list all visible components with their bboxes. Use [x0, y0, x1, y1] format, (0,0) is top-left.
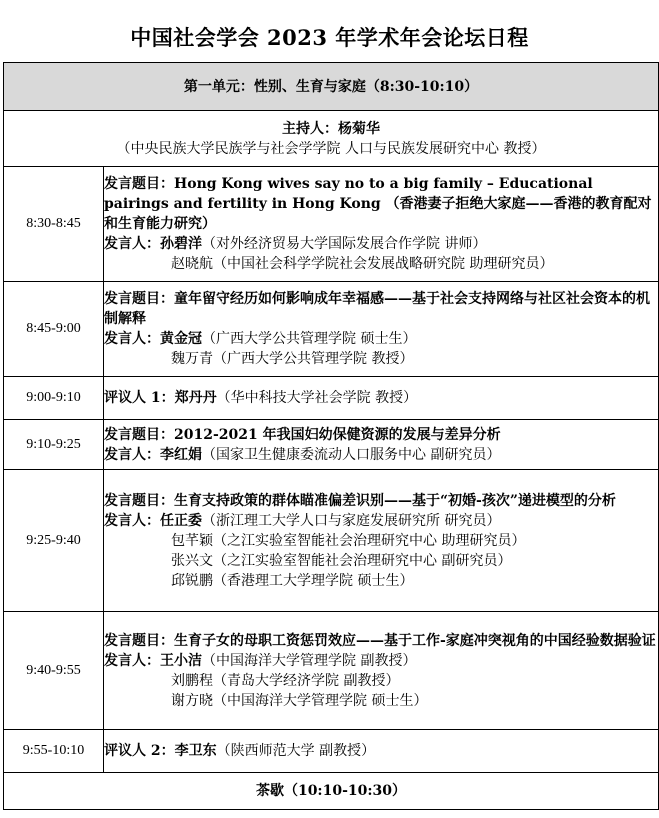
speaker-name: 赵晓航 [171, 256, 213, 272]
host-name: 主持人：杨菊华 [282, 120, 380, 137]
speaker-name: 邱锐鹏 [171, 572, 213, 589]
speaker-line [104, 511, 658, 531]
session-time: 9:40-9:55 [4, 612, 104, 730]
speaker-name: 张兴文 [171, 552, 213, 569]
speaker-line [104, 571, 658, 591]
reviewer-affiliation: （陕西师范大学 副教授） [216, 743, 376, 759]
topic-text: 生育子女的母职工资惩罚效应——基于工作-家庭冲突视角的中国经验数据验证 [174, 632, 656, 649]
speaker-affiliation: （广西大学公共管理学院 教授） [213, 351, 414, 367]
speaker-label: 发言人： [104, 512, 160, 529]
topic-label: 发言题目： [104, 632, 174, 649]
session-content [104, 282, 659, 377]
host-cell [4, 111, 659, 167]
topic-text: 童年留守经历如何影响成年幸福感——基于社会支持网络与社区社会资本的机制解释 [104, 291, 650, 327]
speaker-line [104, 329, 658, 349]
speaker-line [104, 651, 658, 671]
topic-label: 发言题目： [104, 426, 174, 443]
speaker-line [104, 551, 658, 571]
reviewer-name: 李卫东 [174, 743, 217, 759]
speaker-affiliation: （浙江理工大学人口与家庭发展研究所 研究员） [202, 512, 501, 529]
reviewer-label: 评议人 2： [104, 743, 175, 759]
session-time: 9:55-10:10 [4, 730, 104, 773]
session-topic [104, 631, 658, 651]
session-content [104, 420, 659, 470]
speaker-affiliation: （对外经济贸易大学国际发展合作学院 讲师） [202, 236, 487, 252]
speaker-name: 黄金冠 [160, 331, 202, 347]
speaker-affiliation: （青岛大学经济学院 副教授） [213, 672, 400, 689]
speaker-label: 发言人： [104, 331, 160, 347]
session-content [104, 470, 659, 612]
speaker-name: 孙碧洋 [160, 236, 202, 252]
host-affiliation: （中央民族大学民族学与社会学学院 人口与民族发展研究中心 教授） [116, 140, 546, 157]
topic-text: 生育支持政策的群体瞄准偏差识别——基于“初婚-孩次”递进模型的分析 [174, 492, 616, 509]
speaker-name: 刘鹏程 [171, 672, 213, 689]
reviewer-label: 评议人 1： [104, 390, 175, 406]
speaker-name: 王小洁 [160, 652, 202, 669]
session-time: 9:25-9:40 [4, 470, 104, 612]
schedule-table [3, 62, 659, 810]
session-time: 9:00-9:10 [4, 377, 104, 420]
session-topic [104, 425, 658, 445]
session-content [104, 167, 659, 282]
speaker-line [104, 254, 658, 274]
speaker-affiliation: （国家卫生健康委流动人口服务中心 副研究员） [202, 446, 501, 463]
tea-break: 茶歇（10:10-10:30） [4, 773, 659, 810]
speaker-affiliation: （之江实验室智能社会治理研究中心 副研究员） [213, 552, 512, 569]
reviewer-content [104, 377, 659, 420]
host-row [4, 111, 659, 167]
speaker-name: 包芊颖 [171, 532, 213, 549]
session-topic [104, 491, 658, 511]
speaker-name: 魏万青 [171, 351, 213, 367]
speaker-name: 任正委 [160, 512, 202, 529]
speaker-affiliation: （中国社会科学学院社会发展战略研究院 助理研究员） [213, 256, 554, 272]
session-content [104, 612, 659, 730]
speaker-line [104, 671, 658, 691]
topic-label: 发言题目： [104, 492, 174, 509]
session-topic [104, 289, 658, 329]
speaker-affiliation: （中国海洋大学管理学院 硕士生） [213, 692, 428, 709]
speaker-line [104, 531, 658, 551]
reviewer-content [104, 730, 659, 773]
reviewer-row [4, 377, 659, 420]
session-time: 8:45-9:00 [4, 282, 104, 377]
reviewer-affiliation: （华中科技大学社会学院 教授） [216, 390, 418, 406]
speaker-line [104, 691, 658, 711]
speaker-affiliation: （中国海洋大学管理学院 副教授） [202, 652, 417, 669]
topic-label: 发言题目： [104, 291, 174, 307]
topic-label: 发言题目： [104, 176, 174, 192]
speaker-label: 发言人： [104, 236, 160, 252]
topic-text: Hong Kong wives say no to a big family – Educational pairings and fertility in Hong Kong （香港妻子拒绝大家庭——香港的教育配对和生育能力研究） [104, 176, 652, 232]
speaker-line [104, 349, 658, 369]
speaker-name: 谢方晓 [171, 692, 213, 709]
speaker-line [104, 234, 658, 254]
speaker-name: 李红娟 [160, 446, 202, 463]
speaker-affiliation: （之江实验室智能社会治理研究中心 助理研究员） [213, 532, 526, 549]
session-time: 8:30-8:45 [4, 167, 104, 282]
unit-header-row [4, 63, 659, 111]
speaker-label: 发言人： [104, 446, 160, 463]
session-time: 9:10-9:25 [4, 420, 104, 470]
session-row [4, 282, 659, 377]
reviewer-name: 郑丹丹 [174, 390, 217, 406]
tea-break-row [4, 773, 659, 810]
speaker-affiliation: （香港理工大学理学院 硕士生） [213, 572, 414, 589]
session-row [4, 612, 659, 730]
topic-text: 2012-2021 年我国妇幼保健资源的发展与差异分析 [174, 426, 501, 443]
session-row [4, 167, 659, 282]
session-row [4, 470, 659, 612]
unit-header: 第一单元：性别、生育与家庭（8:30-10:10） [4, 63, 659, 111]
session-row [4, 420, 659, 470]
page-title: 中国社会学会 2023 年学术年会论坛日程 [130, 25, 529, 50]
reviewer-row [4, 730, 659, 773]
session-topic [104, 174, 658, 234]
speaker-label: 发言人： [104, 652, 160, 669]
speaker-line [104, 445, 658, 465]
speaker-affiliation: （广西大学公共管理学院 硕士生） [202, 331, 417, 347]
